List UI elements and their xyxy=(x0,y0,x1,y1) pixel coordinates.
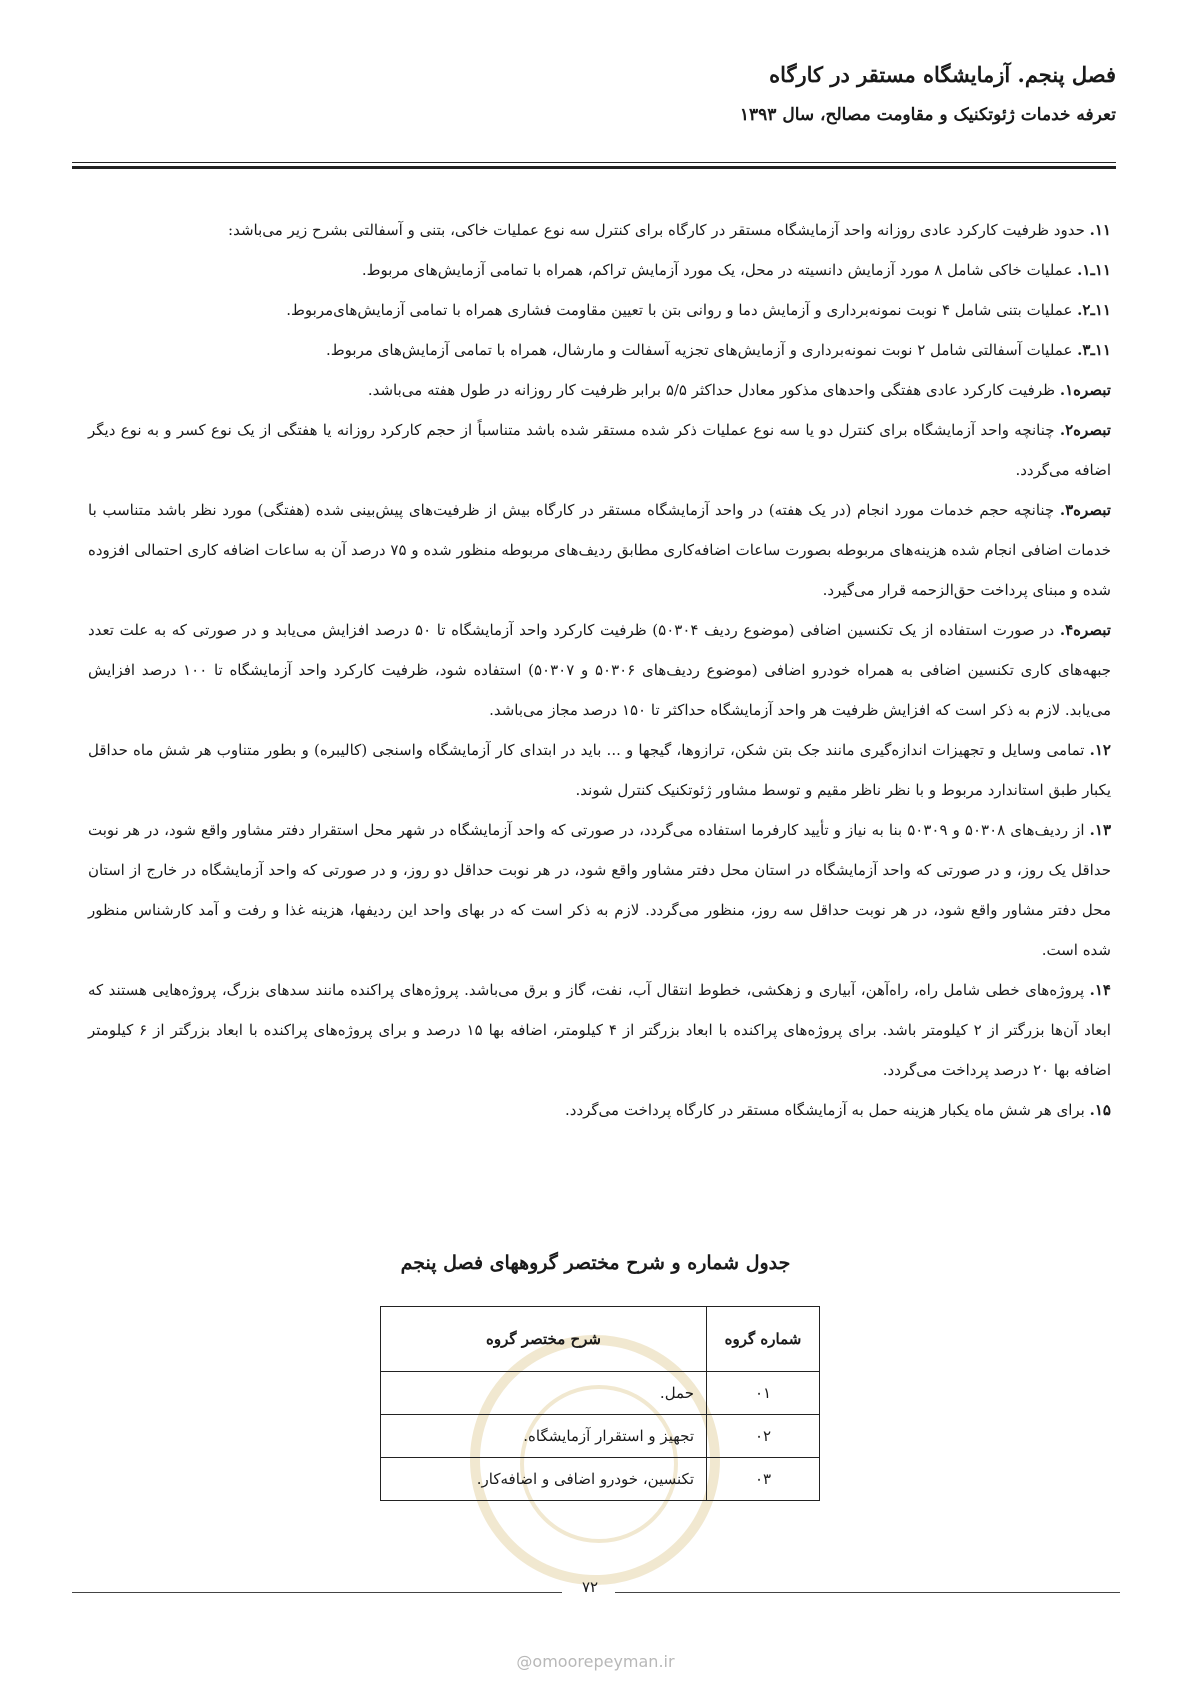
chapter-title: فصل پنجم. آزمایشگاه مستقر در کارگاه xyxy=(769,62,1116,87)
group-description: حمل. xyxy=(381,1372,707,1415)
table-row xyxy=(381,1458,820,1501)
note-3 xyxy=(88,490,1111,610)
group-code: ۰۱ xyxy=(707,1372,820,1415)
paragraph-number: ۱۵. xyxy=(1089,1101,1111,1119)
header-divider-thin xyxy=(72,162,1116,163)
page-header xyxy=(740,62,1116,125)
paragraph-11 xyxy=(88,210,1111,250)
paragraph-11-1 xyxy=(88,250,1111,290)
paragraph-13 xyxy=(88,810,1111,970)
paragraph-text: از ردیف‌های ۵۰۳۰۸ و ۵۰۳۰۹ بنا به نیاز و تأیید کارفرما استفاده می‌گردد، در صورتی که واحد آزمایشگاه در شهر محل استقرار دفتر مشاور واقع شود، در هر نوبت حداقل یک روز، و در صورتی که واحد آزمایشگاه در استان محل دفتر مشاور واقع شود، در هر نوبت حداقل دو روز، و در صورتی که واحد آزمایشگاه در خارج از استان محل دفتر مشاور واقع شود، در هر نوبت حداقل سه روز، منظور می‌گردد. لازم به ذکر است که در بهای واحد این ردیفها، هزینه غذا و رفت و آمد کارشناس منظور شده است. xyxy=(88,821,1111,959)
paragraph-number: ۱۲. xyxy=(1089,741,1111,759)
note-1 xyxy=(88,370,1111,410)
body-text xyxy=(88,210,1111,1130)
paragraph-14 xyxy=(88,970,1111,1090)
note-2 xyxy=(88,410,1111,490)
table-header-row xyxy=(381,1307,820,1372)
header-divider-thick xyxy=(72,166,1116,169)
paragraph-text: تمامی وسایل و تجهیزات اندازه‌گیری مانند جک بتن شکن، ترازوها، گیجها و ... باید در ابتدای کار آزمایشگاه واسنجی (کالیبره) و بطور متناوب هر شش ماه حداقل یکبار طبق استاندارد مربوط و با نظر ناظر مقیم و توسط مشاور ژئوتکنیک کنترل شوند. xyxy=(88,741,1111,799)
table-title: جدول شماره و شرح مختصر گروههای فصل پنجم xyxy=(400,1252,791,1274)
paragraph-11-3 xyxy=(88,330,1111,370)
groups-table xyxy=(380,1306,820,1501)
column-header-code: شماره گروه xyxy=(707,1307,820,1372)
column-header-description: شرح مختصر گروه xyxy=(381,1307,707,1372)
footer-rule-right xyxy=(615,1592,1120,1593)
paragraph-12 xyxy=(88,730,1111,810)
group-description: تجهیز و استقرار آزمایشگاه. xyxy=(381,1415,707,1458)
table-row xyxy=(381,1372,820,1415)
table-row xyxy=(381,1415,820,1458)
paragraph-number: ۱۱ـ۳. xyxy=(1077,341,1111,359)
paragraph-number: ۱۱ـ۲. xyxy=(1077,301,1111,319)
group-code: ۰۳ xyxy=(707,1458,820,1501)
paragraph-15 xyxy=(88,1090,1111,1130)
paragraph-number: ۱۱. xyxy=(1089,221,1111,239)
footer-rule-left xyxy=(72,1592,562,1593)
paragraph-text: در صورت استفاده از یک تکنسین اضافی (موضوع ردیف ۵۰۳۰۴) ظرفیت کارکرد واحد آزمایشگاه تا ۵۰ درصد افزایش می‌یابد و در صورتی که به علت تعدد جبهه‌های کاری تکنسین اضافی به همراه خودرو اضافی (موضوع ردیف‌های ۵۰۳۰۶ و ۵۰۳۰۷) استفاده شود، ظرفیت کارکرد واحد آزمایشگاه تا ۱۰۰ درصد افزایش می‌یابد. لازم به ذکر است که افزایش ظرفیت هر واحد آزمایشگاه حداکثر تا ۱۵۰ درصد مجاز می‌باشد. xyxy=(88,621,1112,719)
document-subtitle: تعرفه خدمات ژئوتکنیک و مقاومت مصالح، سال ۱۳۹۳ xyxy=(739,105,1116,125)
paragraph-text: ظرفیت کارکرد عادی هفتگی واحدهای مذکور معادل حداکثر ۵/۵ برابر ظرفیت کار روزانه در طول هفته می‌باشد. xyxy=(367,381,1060,399)
group-code: ۰۲ xyxy=(707,1415,820,1458)
paragraph-number: ۱۳. xyxy=(1089,821,1112,839)
paragraph-text: چنانچه واحد آزمایشگاه برای کنترل دو یا سه نوع عملیات ذکر شده مستقر شده باشد متناسباً از حجم کارکرد روزانه یا هفتگی از یک نوع کسر و به نوع دیگر اضافه می‌گردد. xyxy=(88,421,1111,479)
note-label: تبصره۴. xyxy=(1059,621,1111,639)
paragraph-text: عملیات خاکی شامل ۸ مورد آزمایش دانسیته در محل، یک مورد آزمایش تراکم، همراه با تمامی آزمایش‌های مربوط. xyxy=(361,261,1078,279)
paragraph-text: چنانچه حجم خدمات مورد انجام (در یک هفته) در واحد آزمایشگاه مستقر در کارگاه بیش از ظرفیت‌های پیش‌بینی شده (هفتگی) مورد نظر باشد متناسب با خدمات اضافی انجام شده هزینه‌های مربوطه بصورت ساعات اضافه‌کاری مطابق ردیف‌های مربوطه منظور شده و ۷۵ درصد آن به ساعات اضافه کاری احتمالی افزوده شده و مبنای پرداخت حق‌الزحمه قرار می‌گیرد. xyxy=(88,501,1112,599)
paragraph-text: عملیات بتنی شامل ۴ نوبت نمونه‌برداری و آزمایش دما و روانی بتن با تعیین مقاومت فشاری همراه با تمامی آزمایش‌های‌مربوط. xyxy=(286,301,1078,319)
paragraph-11-2 xyxy=(88,290,1111,330)
note-label: تبصره۱. xyxy=(1059,381,1111,399)
paragraph-number: ۱۱ـ۱. xyxy=(1077,261,1111,279)
note-label: تبصره۲. xyxy=(1059,421,1111,439)
paragraph-text: عملیات آسفالتی شامل ۲ نوبت نمونه‌برداری و آزمایش‌های تجزیه آسفالت و مارشال، همراه با تمامی آزمایش‌های مربوط. xyxy=(326,341,1078,359)
note-4 xyxy=(88,610,1111,730)
note-label: تبصره۳. xyxy=(1059,501,1111,519)
page-number: ۷۲ xyxy=(581,1578,599,1596)
paragraph-number: ۱۴. xyxy=(1089,981,1111,999)
paragraph-text: حدود ظرفیت کارکرد عادی روزانه واحد آزمایشگاه مستقر در کارگاه برای کنترل سه نوع عملیات خاکی، بتنی و آسفالتی بشرح زیر می‌باشد: xyxy=(228,221,1090,239)
paragraph-text: پروژه‌های خطی شامل راه، راه‌آهن، آبیاری و زهکشی، خطوط انتقال آب، نفت، گاز و برق می‌باشد. پروژه‌های پراکنده مانند سدهای بزرگ، پروژه‌هایی هستند که ابعاد آن‌ها بزرگتر از ۲ کیلومتر باشد. برای پروژه‌های پراکنده با ابعاد بزرگتر از ۴ کیلومتر، اضافه بها ۱۵ درصد و برای پروژه‌های پراکنده با ابعاد بزرگتر از ۶ کیلومتر اضافه بها ۲۰ درصد پرداخت می‌گردد. xyxy=(88,981,1111,1079)
paragraph-text: برای هر شش ماه یکبار هزینه حمل به آزمایشگاه مستقر در کارگاه پرداخت می‌گردد. xyxy=(565,1101,1090,1119)
group-description: تکنسین، خودرو اضافی و اضافه‌کار. xyxy=(381,1458,707,1501)
site-watermark-text: @omoorepeyman.ir xyxy=(516,1652,675,1671)
